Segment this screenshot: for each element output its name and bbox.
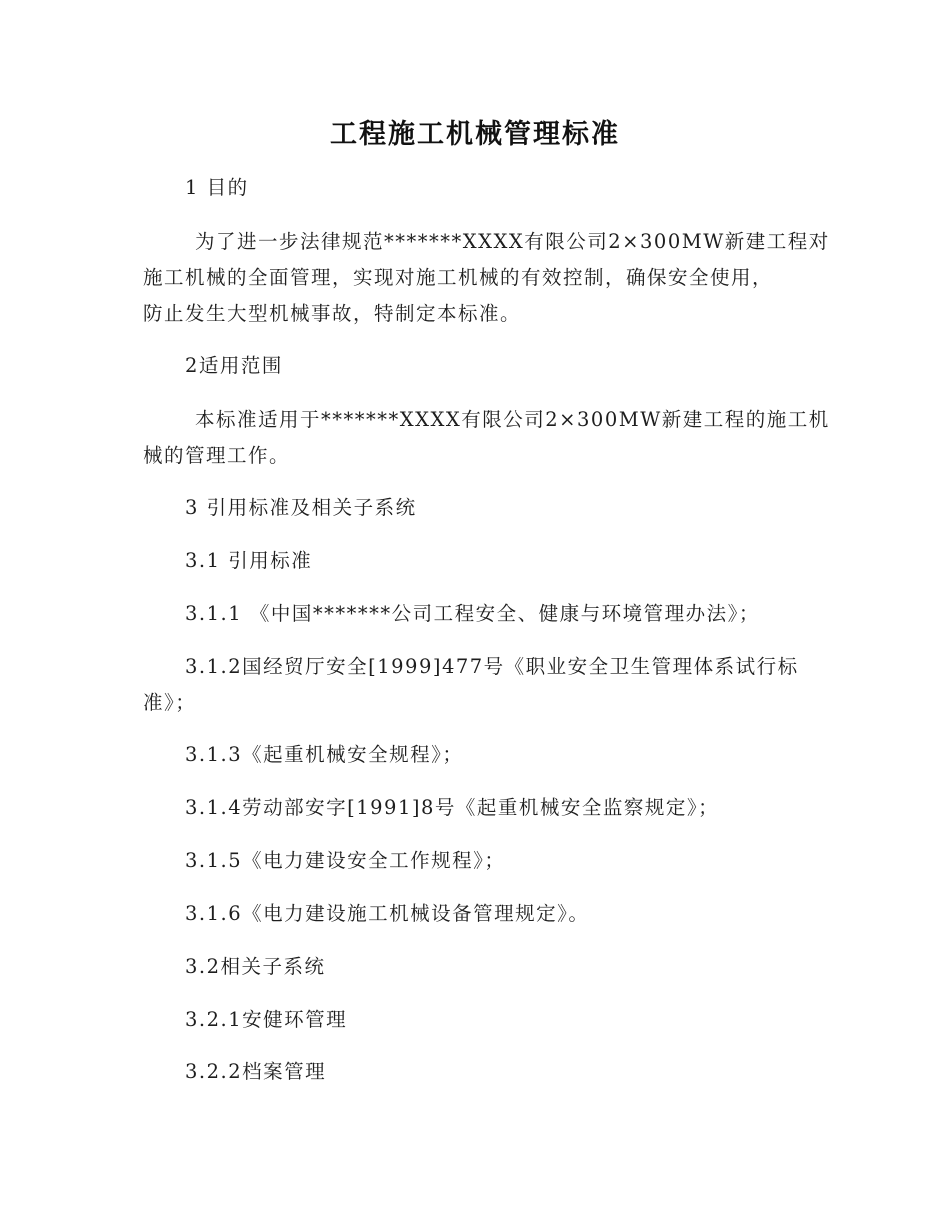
paragraph-scope-line-2: 械的管理工作。 bbox=[143, 444, 291, 467]
reference-item-3-1-5: 3.1.5《电力建设安全工作规程》； bbox=[185, 849, 506, 872]
heading-scope: 2适用范围 bbox=[185, 354, 283, 377]
heading-references: 3 引用标准及相关子系统 bbox=[185, 496, 417, 519]
reference-item-3-1-3: 3.1.3《起重机械安全规程》； bbox=[185, 743, 464, 766]
paragraph-purpose-line-1: 为了进一步法律规范*******XXXX有限公司2×300MW新建工程对 bbox=[195, 230, 830, 253]
paragraph-scope-line-1: 本标准适用于*******XXXX有限公司2×300MW新建工程的施工机 bbox=[195, 408, 830, 431]
reference-item-3-1-6: 3.1.6《电力建设施工机械设备管理规定》。 bbox=[185, 902, 590, 925]
subsystem-item-3-2-1: 3.2.1安健环管理 bbox=[185, 1008, 348, 1031]
reference-item-3-1-4: 3.1.4劳动部安字[1991]8号《起重机械安全监察规定》； bbox=[185, 796, 720, 819]
heading-reference-standards: 3.1 引用标准 bbox=[185, 549, 313, 572]
subsystem-item-3-2-2: 3.2.2档案管理 bbox=[185, 1060, 327, 1083]
reference-item-3-1-2-line-1: 3.1.2国经贸厅安全[1999]477号《职业安全卫生管理体系试行标 bbox=[185, 655, 799, 678]
paragraph-purpose-line-3: 防止发生大型机械事故，特制定本标准。 bbox=[143, 302, 522, 325]
heading-related-subsystems: 3.2相关子系统 bbox=[185, 955, 326, 978]
reference-item-3-1-1: 3.1.1 《中国*******公司工程安全、健康与环境管理办法》； bbox=[185, 602, 760, 625]
heading-purpose: 1 目的 bbox=[185, 176, 249, 199]
paragraph-purpose-line-2: 施工机械的全面管理，实现对施工机械的有效控制，确保安全使用， bbox=[143, 266, 774, 289]
document-title: 工程施工机械管理标准 bbox=[330, 119, 620, 150]
reference-item-3-1-2-line-2: 准》； bbox=[143, 691, 197, 714]
